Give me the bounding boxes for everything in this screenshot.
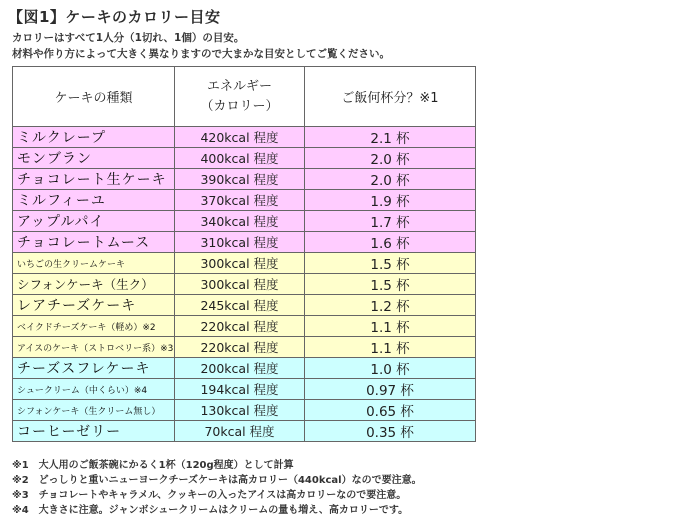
footnote-3: ※3 チョコレートやキャラメル、クッキーの入ったアイスは高カロリーなので要注意。	[12, 490, 407, 501]
table-row	[13, 337, 476, 358]
rice-bowl-value: 1.9 杯	[305, 190, 476, 211]
note-line-1: カロリーはすべて1人分（1切れ、1個）の目安。	[12, 32, 245, 44]
table-row	[13, 253, 476, 274]
table-row	[13, 169, 476, 190]
cake-name: チーズスフレケーキ	[13, 358, 175, 379]
cake-name: シュークリーム（中くらい）※4	[13, 379, 175, 400]
footnote-2: ※2 どっしりと重いニューヨークチーズケーキは高カロリー（440kcal）なので要注意。	[12, 475, 422, 486]
table-row	[13, 421, 476, 442]
table-row	[13, 148, 476, 169]
table-row	[13, 358, 476, 379]
rice-bowl-value: 1.1 杯	[305, 316, 476, 337]
calorie-value: 200kcal 程度	[175, 358, 305, 379]
rice-bowl-value: 2.0 杯	[305, 148, 476, 169]
rice-bowl-value: 1.0 杯	[305, 358, 476, 379]
calorie-value: 420kcal 程度	[175, 127, 305, 148]
rice-bowl-value: 1.5 杯	[305, 253, 476, 274]
footnote-4: ※4 大きさに注意。ジャンボシュークリームはクリームの量も増え、高カロリーです。	[12, 505, 409, 516]
cake-name: チョコレートムース	[13, 232, 175, 253]
cake-name: チョコレート生ケーキ	[13, 169, 175, 190]
rice-bowl-value: 0.35 杯	[305, 421, 476, 442]
header-energy-line1: エネルギー	[206, 78, 272, 94]
calorie-value: 245kcal 程度	[175, 295, 305, 316]
calorie-value: 70kcal 程度	[175, 421, 305, 442]
table-row	[13, 190, 476, 211]
table-row	[13, 232, 476, 253]
calorie-value: 390kcal 程度	[175, 169, 305, 190]
table-row	[13, 295, 476, 316]
rice-bowl-value: 0.65 杯	[305, 400, 476, 421]
rice-bowl-value: 1.1 杯	[305, 337, 476, 358]
cake-name: シフォンケーキ（生クリーム無し）	[13, 400, 175, 421]
rice-bowl-value: 1.2 杯	[305, 295, 476, 316]
calorie-value: 300kcal 程度	[175, 253, 305, 274]
calorie-table	[12, 66, 476, 442]
calorie-value: 310kcal 程度	[175, 232, 305, 253]
table-row	[13, 274, 476, 295]
rice-bowl-value: 1.5 杯	[305, 274, 476, 295]
cake-name: ベイクドチーズケーキ（軽め）※2	[13, 316, 175, 337]
calorie-value: 340kcal 程度	[175, 211, 305, 232]
rice-bowl-value: 0.97 杯	[305, 379, 476, 400]
page-title: 【図1】ケーキのカロリー目安	[8, 8, 221, 26]
rice-bowl-value: 1.7 杯	[305, 211, 476, 232]
cake-name: モンブラン	[13, 148, 175, 169]
cake-name: シフォンケーキ（生ク）	[13, 274, 175, 295]
table-row	[13, 127, 476, 148]
table-row	[13, 379, 476, 400]
cake-name: ミルクレープ	[13, 127, 175, 148]
rice-bowl-value: 1.6 杯	[305, 232, 476, 253]
table-row	[13, 211, 476, 232]
table-row	[13, 400, 476, 421]
header-cake-type: ケーキの種類	[13, 67, 175, 127]
note-line-2: 材料や作り方によって大きく異なりますので大まかな目安としてご覧ください。	[12, 48, 390, 60]
calorie-value: 370kcal 程度	[175, 190, 305, 211]
rice-bowl-value: 2.1 杯	[305, 127, 476, 148]
calorie-value: 300kcal 程度	[175, 274, 305, 295]
cake-name: コーヒーゼリー	[13, 421, 175, 442]
header-rice-bowls: ご飯何杯分？※1	[305, 67, 476, 127]
footnote-1: ※1 大人用のご飯茶碗にかるく1杯（120g程度）として計算	[12, 460, 294, 471]
cake-name: ミルフィーユ	[13, 190, 175, 211]
header-energy-line2: （カロリー）	[200, 98, 279, 114]
cake-name: レアチーズケーキ	[13, 295, 175, 316]
cake-name: アイスのケーキ（ストロベリー系）※3	[13, 337, 175, 358]
calorie-value: 400kcal 程度	[175, 148, 305, 169]
table-row	[13, 316, 476, 337]
header-energy	[175, 67, 305, 127]
cake-name: いちごの生クリームケーキ	[13, 253, 175, 274]
table-header-row	[13, 67, 476, 127]
rice-bowl-value: 2.0 杯	[305, 169, 476, 190]
calorie-value: 130kcal 程度	[175, 400, 305, 421]
calorie-value: 194kcal 程度	[175, 379, 305, 400]
calorie-value: 220kcal 程度	[175, 316, 305, 337]
calorie-value: 220kcal 程度	[175, 337, 305, 358]
cake-name: アップルパイ	[13, 211, 175, 232]
